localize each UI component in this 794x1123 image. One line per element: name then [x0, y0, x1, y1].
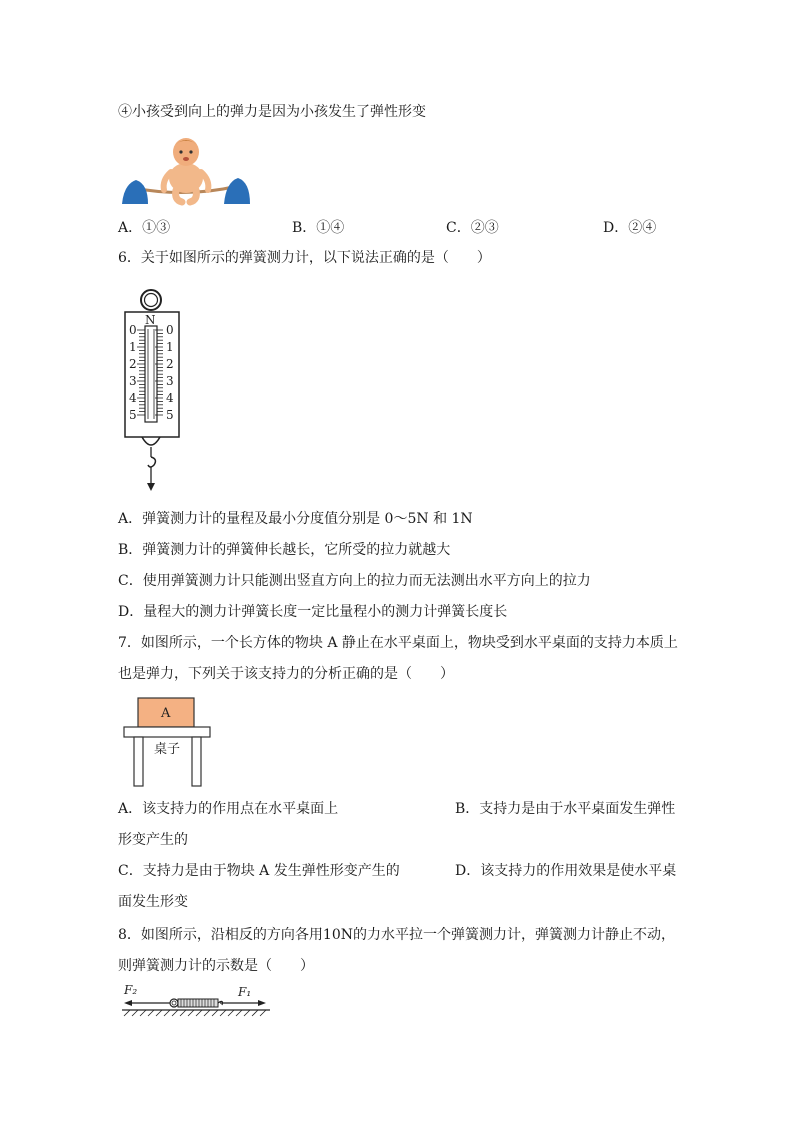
scale-left-2: 2	[129, 357, 137, 371]
q7-stem-line2: 也是弹力，下列关于该支持力的分析正确的是（ ）	[118, 666, 454, 682]
force-label-f2: F₂	[124, 983, 138, 997]
scale-left-0: 0	[129, 323, 137, 337]
q6-option-d: D．量程大的测力计弹簧长度一定比量程小的测力计弹簧长度长	[118, 604, 508, 620]
q6-stem: 6．关于如图所示的弹簧测力计，以下说法正确的是（ ）	[118, 250, 491, 266]
q8-stem-line1: 8．如图所示，沿相反的方向各用10N的力水平拉一个弹簧测力计，弹簧测力计静止不动，	[118, 927, 675, 943]
q7-option-a: A．该支持力的作用点在水平桌面上	[118, 801, 339, 817]
force-label-f1: F₁	[238, 985, 252, 999]
scale-left-4: 4	[129, 391, 137, 405]
horizontal-spring-scale-figure	[120, 982, 274, 1018]
scale-right-4: 4	[166, 391, 174, 405]
block-on-table-figure	[122, 697, 214, 789]
q5-option-d: D．②④	[603, 220, 657, 236]
scale-right-1: 1	[166, 340, 174, 354]
scale-left-3: 3	[129, 374, 137, 388]
q6-option-b: B．弹簧测力计的弹簧伸长越长，它所受的拉力就越大	[118, 542, 451, 558]
q7-option-c: C．支持力是由于物块 A 发生弹性形变产生的	[118, 863, 400, 879]
spring-scale-figure	[120, 287, 190, 493]
q6-option-a: A．弹簧测力计的量程及最小分度值分别是 0～5N 和 1N	[118, 511, 473, 527]
scale-left-1: 1	[129, 340, 137, 354]
q5-option-c: C．②③	[446, 220, 499, 236]
q7-stem-line1: 7．如图所示，一个长方体的物块 A 静止在水平桌面上，物块受到水平桌面的支持力本质上	[118, 635, 678, 651]
q5-statement-4: ④小孩受到向上的弹力是因为小孩发生了弹性形变	[118, 104, 426, 120]
q8-stem-line2: 则弹簧测力计的示数是（ ）	[118, 958, 314, 974]
scale-right-3: 3	[166, 374, 174, 388]
q6-option-c: C．使用弹簧测力计只能测出竖直方向上的拉力而无法测出水平方向上的拉力	[118, 573, 591, 589]
q5-option-a: A．①③	[118, 220, 171, 236]
scale-right-0: 0	[166, 323, 174, 337]
scale-unit-label: N	[145, 313, 156, 327]
q7-option-d-line1: D．该支持力的作用效果是使水平桌	[455, 863, 677, 879]
scale-left-5: 5	[129, 408, 137, 422]
table-label: 桌子	[154, 742, 181, 757]
q7-option-d-line2: 面发生形变	[118, 894, 188, 910]
q5-option-b: B．①④	[292, 220, 345, 236]
scale-right-2: 2	[166, 357, 174, 371]
scale-right-5: 5	[166, 408, 174, 422]
q7-option-b-line1: B．支持力是由于水平桌面发生弹性	[455, 801, 676, 817]
block-a-label: A	[161, 706, 171, 721]
q7-option-b-line2: 形变产生的	[118, 832, 188, 848]
child-on-rope-figure	[118, 134, 254, 210]
